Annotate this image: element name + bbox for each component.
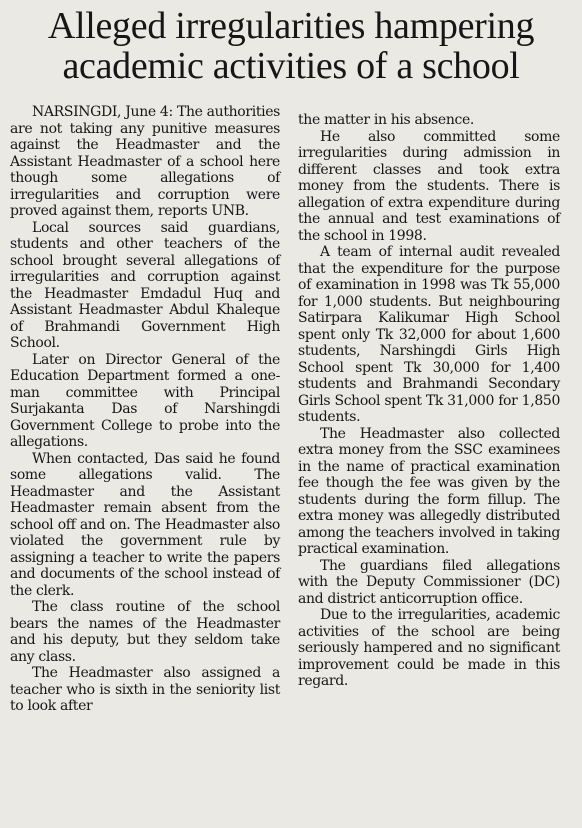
paragraph: NARSINGDI, June 4: The authorities are not taking any punitive measures against the Headmaster and the Assistant Headmaster of a school here though some allegations of irregularities and corruption were proved against them, reports UNB. — [10, 104, 280, 219]
paragraph: Later on Director General of the Education Department formed a one-man committee with Principal Surjakanta Das of Narshingdi Government College to probe into the allegations. — [10, 351, 280, 450]
paragraph-continuation: the matter in his absence. — [298, 112, 475, 128]
paragraph: The guardians filed allegations with the Deputy Commissioner (DC) and district anticorruption office. — [298, 557, 560, 607]
paragraph: Due to the irregularities, academic activities of the school are being seriously hampered and no significant improvement could be made in this regard. — [298, 607, 560, 689]
paragraph: The Headmaster also assigned a teacher who is sixth in the seniority list to look after — [10, 665, 280, 714]
paragraph: The class routine of the school bears the names of the Headmaster and his deputy, but they seldom take any class. — [10, 599, 280, 665]
paragraph: When contacted, Das said he found some allegations valid. The Headmaster and the Assistant Headmaster remain absent from the school off and on. The Headmaster also violated the government rule by assigning a teacher to write the papers and documents of the school instead of the clerk. — [10, 450, 280, 599]
paragraph: The Headmaster also collected extra money from the SSC examinees in the name of practical examination fee though the fee was given by the students during the form fillup. The extra money was allegedly distributed among the teachers involved in taking practical examination. — [298, 425, 560, 557]
column-right — [298, 112, 560, 715]
article-body — [10, 104, 574, 715]
headline: Alleged irregularities hampering academic activities of a school — [47, 5, 535, 87]
column-left — [10, 104, 280, 715]
paragraph: A team of internal audit revealed that the expenditure for the purpose of examination in 1998 was Tk 55,000 for 1,000 students. But neighbouring Satirpara Kalikumar High School spent only Tk 32,000 for about 1,600 students, Narshingdi Girls High School spent Tk 30,000 for 1,400 students and Brahmandi Secondary Girls School spent Tk 31,000 for 1,850 students. — [298, 244, 560, 425]
paragraph: He also committed some irregularities during admission in different classes and took extra money from the students. There is allegation of extra expenditure during the annual and test examinations of the school in 1998. — [298, 128, 560, 244]
paragraph: Local sources said guardians, students and other teachers of the school brought several allegations of irregularities and corruption against the Headmaster Emdadul Huq and Assistant Headmaster Abdul Khaleque of Brahmandi Government High School. — [10, 219, 280, 351]
